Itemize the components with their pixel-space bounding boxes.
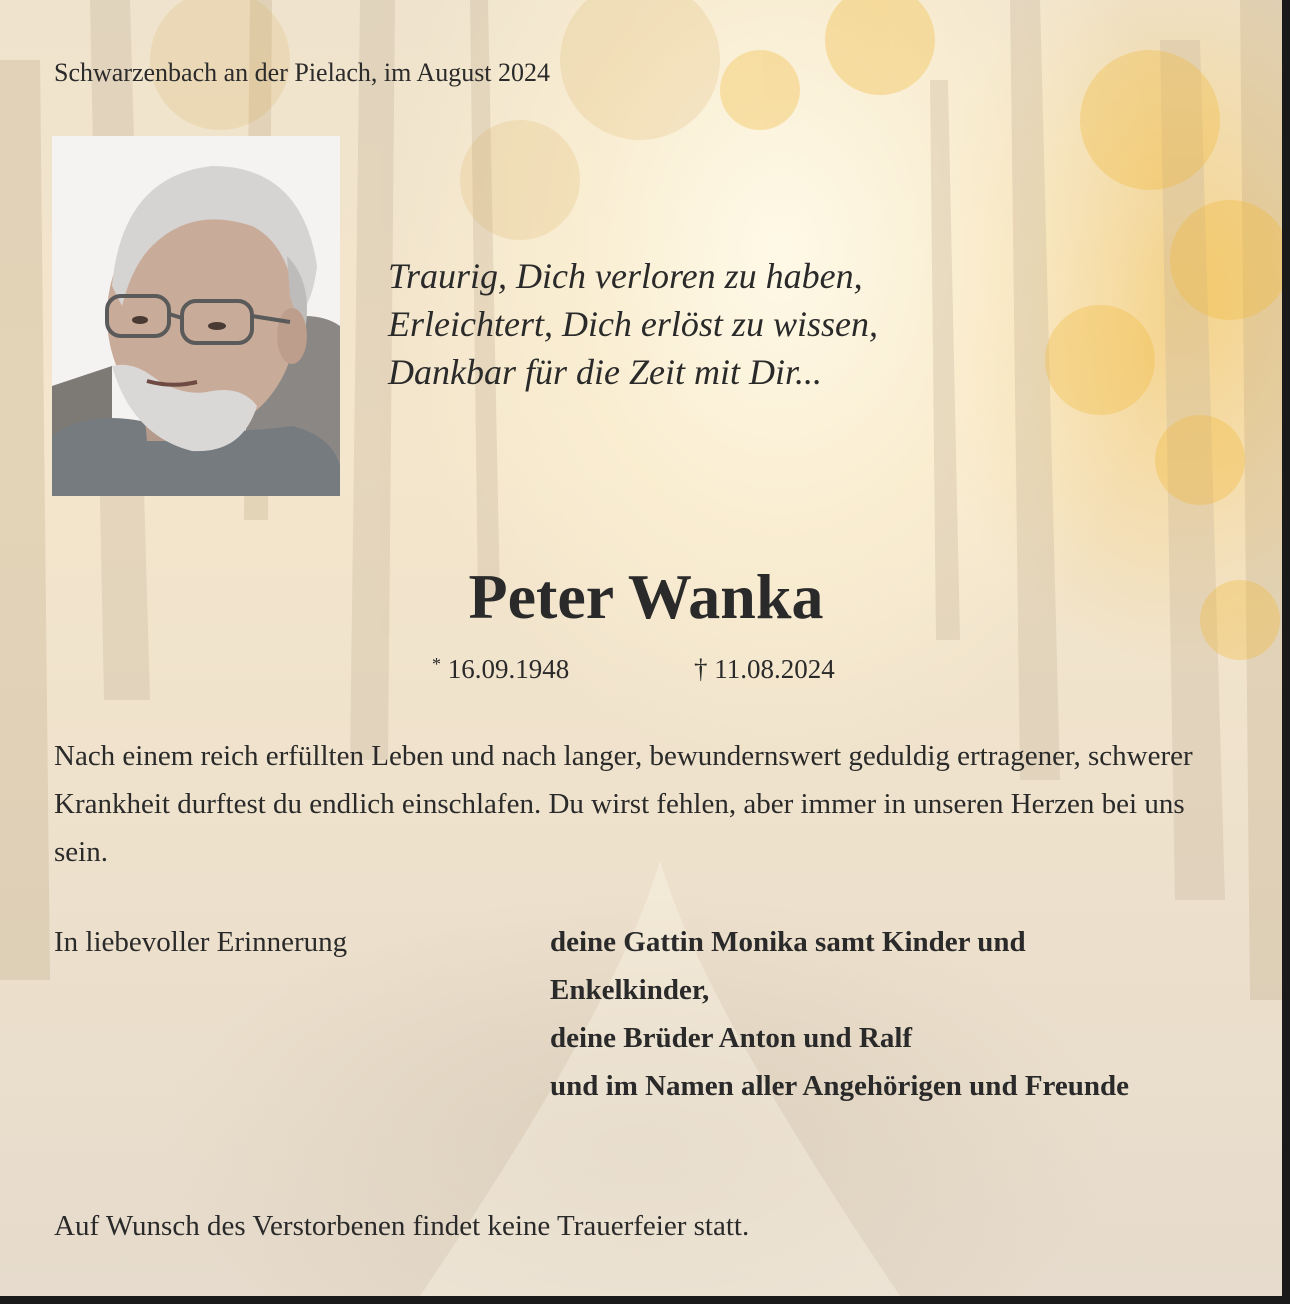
family-line: deine Gattin Monika samt Kinder und Enkelkinder,	[550, 926, 1026, 1006]
death-date: † 11.08.2024	[694, 654, 835, 684]
ceremony-note: Auf Wunsch des Verstorbenen findet keine Trauerfeier statt.	[54, 1210, 750, 1242]
poem-line: Dankbar für die Zeit mit Dir...	[388, 352, 823, 392]
birth-date	[432, 654, 569, 685]
memory-label: In liebevoller Erinnerung	[54, 926, 348, 958]
birth-date-value: 16.09.1948	[447, 654, 570, 684]
family-signatures	[550, 918, 1170, 1110]
portrait-photo	[52, 136, 340, 496]
poem	[388, 252, 878, 396]
deceased-name: Peter Wanka	[468, 561, 824, 632]
place-date: Schwarzenbach an der Pielach, im August 2024	[54, 58, 551, 87]
portrait-image	[52, 136, 340, 496]
poem-line: Erleichtert, Dich erlöst zu wissen,	[388, 304, 878, 344]
family-line: und im Namen aller Angehörigen und Freunde	[550, 1070, 1130, 1102]
poem-line: Traurig, Dich verloren zu haben,	[388, 256, 863, 296]
birth-symbol: *	[432, 654, 441, 674]
family-line: deine Brüder Anton und Ralf	[550, 1022, 913, 1054]
obituary-text: Nach einem reich erfüllten Leben und nach langer, bewundernswert geduldig ertragener, schwerer Krankheit durftest du endlich einschlafen. Du wirst fehlen, aber immer in unseren Herzen bei uns sein.	[54, 740, 1193, 868]
